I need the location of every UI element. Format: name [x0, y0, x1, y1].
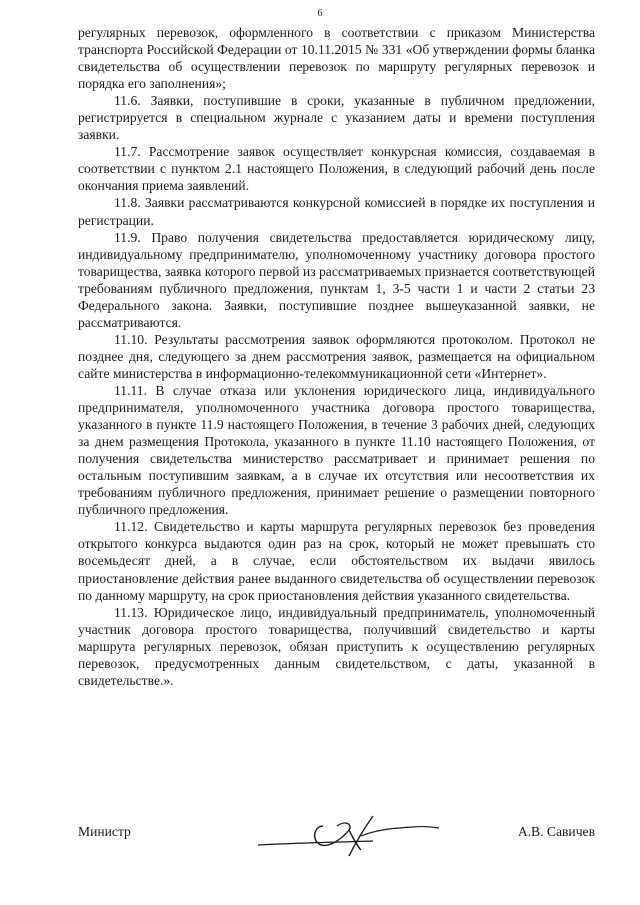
document-body — [78, 24, 595, 689]
paragraph-11-13: 11.13. Юридическое лицо, индивидуальный предприниматель, уполномоченный участник договора простого товарищества, получивший свидетельство и карты маршрута регулярных перевозок, обязан приступить к осуществлению регулярных перевозок, предусмотренных данным свидетельством, с даты, указанной в свидетельстве.». — [78, 604, 595, 688]
signature-block — [78, 812, 595, 872]
paragraph-11-11: 11.11. В случае отказа или уклонения юридического лица, индивидуального предпринимателя, уполномоченного участника договора простого товарищества, указанного в пункте 11.9 настоящего Положения, в течение 3 рабочих дней, следующих за днем размещения Протокола, указанного в пункте 11.10 настоящего Положения, от получения свидетельства министерство рассматривает и принимает решения по остальным поступившим заявкам, а в случае их отсутствия или несоответствия их требованиям публичного предложения, принимает решение о размещении повторного публичного предложения. — [78, 382, 595, 518]
signer-title: Министр — [78, 824, 131, 839]
paragraph-11-8: 11.8. Заявки рассматриваются конкурсной комиссией в порядке их поступления и регистрации. — [78, 195, 595, 228]
handwritten-signature — [253, 812, 443, 862]
paragraph-11-12: 11.12. Свидетельство и карты маршрута регулярных перевозок без проведения открытого конкурса выдаются один раз на срок, который не может превышать сто восемьдесят дней, а в случае, если обстоятельством их выдачи явилось приостановление действия ранее выданного свидетельства об осуществлении перевозок по данному маршруту, на срок приостановления действия указанного свидетельства. — [78, 519, 595, 603]
paragraph-11-9: 11.9. Право получения свидетельства предоставляется юридическому лицу, индивидуальному предпринимателю, уполномоченному участнику договора простого товарищества, заявка которого первой из рассматриваемых признается соответствующей требованиям публичного предложения, пунктам 1, 3-5 части 1 и части 2 статьи 23 Федерального закона. Заявки, поступившие позднее вышеуказанной заявки, не рассматриваются. — [78, 229, 595, 330]
signer-name: А.В. Савичев — [517, 824, 595, 839]
page-number: 6 — [317, 8, 323, 19]
paragraph-continuation: регулярных перевозок, оформленного в соответствии с приказом Министерства транспорта Российской Федерации от 10.11.2015 № 331 «Об утверждении формы бланка свидетельства об осуществлении перевозок по маршруту регулярных перевозок и порядка его заполнения»; — [78, 25, 595, 92]
paragraph-11-6: 11.6. Заявки, поступившие в сроки, указанные в публичном предложении, регистрируется в специальном журнале с указанием даты и времени поступления заявки. — [78, 93, 595, 143]
paragraph-11-7: 11.7. Рассмотрение заявок осуществляет конкурсная комиссия, создаваемая в соответствии с пунктом 2.1 настоящего Положения, в следующий рабочий день после окончания приема заявлений. — [78, 144, 595, 194]
paragraph-11-10: 11.10. Результаты рассмотрения заявок оформляются протоколом. Протокол не позднее дня, следующего за днем рассмотрения заявок, размещается на официальном сайте министерства в информационно-телекоммуникационной сети «Интернет». — [78, 331, 595, 381]
